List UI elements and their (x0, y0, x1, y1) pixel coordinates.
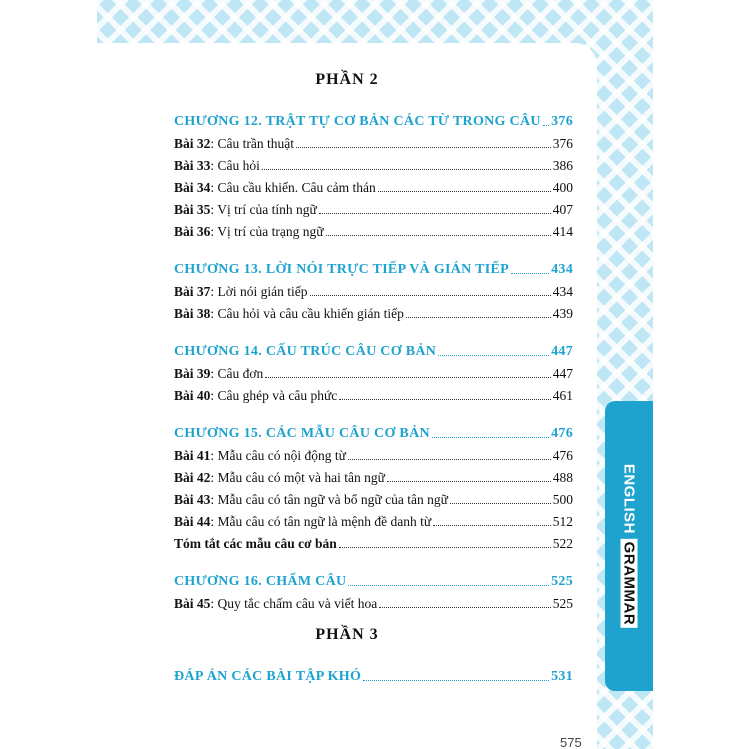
dot-leader (326, 235, 551, 236)
dot-leader (348, 459, 551, 460)
chapter-label: CHƯƠNG 13. LỜI NÓI TRỰC TIẾP VÀ GIÁN TIẾP (174, 262, 510, 277)
side-tab-word-grammar: GRAMMAR (621, 539, 638, 629)
lesson-number: Bài 33 (174, 158, 211, 173)
lesson-title: : Vị trí của trạng ngữ (210, 224, 324, 239)
lesson-number: Bài 36 (174, 224, 211, 239)
lesson-33-entry[interactable] (174, 152, 573, 174)
lesson-title: : Câu đơn (210, 366, 264, 381)
dot-leader (262, 169, 551, 170)
answers-page: 531 (551, 669, 573, 684)
dot-leader (339, 547, 551, 548)
summary-entry[interactable] (174, 530, 573, 552)
book-cover-pattern (97, 0, 653, 749)
lesson-36-entry[interactable] (174, 218, 573, 240)
page-number: 575 (560, 735, 582, 749)
lesson-title: : Mẫu câu có tân ngữ và bổ ngữ của tân ngữ (210, 492, 448, 507)
part-3-title: PHẦN 3 (315, 626, 379, 643)
dot-leader (387, 481, 551, 482)
answers-section (174, 661, 573, 685)
chapter-page: 447 (551, 344, 573, 359)
dot-leader (378, 191, 551, 192)
dot-leader (511, 273, 549, 274)
side-tab-text (621, 464, 638, 628)
dot-leader (296, 147, 551, 148)
lesson-title: : Mẫu câu có một và hai tân ngữ (210, 470, 385, 485)
lesson-number: Bài 34 (174, 180, 211, 195)
lesson-43-entry[interactable] (174, 486, 573, 508)
lesson-38-entry[interactable] (174, 300, 573, 322)
dot-leader (363, 680, 549, 681)
lesson-title: : Câu hỏi (210, 158, 260, 173)
lesson-number: Bài 35 (174, 202, 211, 217)
lesson-number: Bài 37 (174, 284, 211, 299)
dot-leader (433, 525, 551, 526)
toc-page (97, 43, 597, 749)
dot-leader (339, 399, 550, 400)
chapter-page: 376 (551, 114, 573, 129)
lesson-page: 407 (552, 202, 573, 217)
lesson-number: Bài 44 (174, 514, 211, 529)
chapter-page: 476 (551, 426, 573, 441)
chapter-16-entry[interactable] (174, 566, 573, 590)
lesson-title: : Câu trần thuật (210, 136, 294, 151)
answers-label: ĐÁP ÁN CÁC BÀI TẬP KHÓ (174, 669, 362, 684)
lesson-page: 476 (552, 448, 573, 463)
chapter-label: CHƯƠNG 14. CẤU TRÚC CÂU CƠ BẢN (174, 344, 437, 359)
lesson-title: : Câu hỏi và câu cầu khiến gián tiếp (210, 306, 404, 321)
chapter-page: 434 (551, 262, 573, 277)
lesson-34-entry[interactable] (174, 174, 573, 196)
side-tab-word-english: ENGLISH (620, 463, 638, 535)
dot-leader (379, 607, 551, 608)
chapter-label: CHƯƠNG 12. TRẬT TỰ CƠ BẢN CÁC TỪ TRONG CÂU (174, 114, 541, 129)
english-grammar-side-tab (605, 401, 653, 691)
chapter-label: CHƯƠNG 15. CÁC MẪU CÂU CƠ BẢN (174, 426, 430, 441)
lesson-number: Bài 40 (174, 388, 211, 403)
lesson-page: 434 (552, 284, 573, 299)
lesson-page: 414 (552, 224, 573, 239)
lesson-page: 525 (552, 596, 573, 611)
chapter-12-entry[interactable] (174, 106, 573, 130)
chapter-15-entry[interactable] (174, 418, 573, 442)
lesson-page: 376 (552, 136, 573, 151)
lesson-number: Bài 32 (174, 136, 211, 151)
lesson-title: : Mẫu câu có nội động từ (210, 448, 346, 463)
part-2-title: PHẦN 2 (315, 71, 379, 88)
lesson-number: Bài 45 (174, 596, 211, 611)
lesson-page: 439 (552, 306, 573, 321)
lesson-40-entry[interactable] (174, 382, 573, 404)
chapter-14-entry[interactable] (174, 336, 573, 360)
lesson-41-entry[interactable] (174, 442, 573, 464)
dot-leader (450, 503, 551, 504)
lesson-number: Bài 41 (174, 448, 211, 463)
dot-leader (265, 377, 550, 378)
dot-leader (319, 213, 551, 214)
lesson-title: : Câu cầu khiến. Câu cảm thán (210, 180, 376, 195)
lesson-42-entry[interactable] (174, 464, 573, 486)
lesson-45-entry[interactable] (174, 590, 573, 612)
lesson-37-entry[interactable] (174, 278, 573, 300)
dot-leader (406, 317, 551, 318)
lesson-page: 386 (552, 158, 573, 173)
lesson-title: : Quy tắc chấm câu và viết hoa (210, 596, 378, 611)
lesson-page: 400 (552, 180, 573, 195)
lesson-number: Bài 42 (174, 470, 211, 485)
lesson-39-entry[interactable] (174, 360, 573, 382)
lesson-title: : Câu ghép và câu phức (210, 388, 338, 403)
lesson-page: 447 (552, 366, 573, 381)
dot-leader (432, 437, 549, 438)
lesson-title: : Vị trí của tính ngữ (210, 202, 317, 217)
table-of-contents (174, 106, 573, 612)
dot-leader (438, 355, 549, 356)
lesson-title: : Lời nói gián tiếp (210, 284, 308, 299)
dot-leader (310, 295, 551, 296)
lesson-32-entry[interactable] (174, 130, 573, 152)
lesson-page: 461 (552, 388, 573, 403)
chapter-page: 525 (551, 574, 573, 589)
summary-page: 522 (552, 536, 573, 551)
lesson-page: 512 (552, 514, 573, 529)
lesson-number: Bài 43 (174, 492, 211, 507)
lesson-35-entry[interactable] (174, 196, 573, 218)
lesson-page: 488 (552, 470, 573, 485)
summary-label: Tóm tắt các mẫu câu cơ bản (174, 536, 337, 551)
lesson-title: : Mẫu câu có tân ngữ là mệnh đề danh từ (210, 514, 432, 529)
dot-leader (348, 585, 549, 586)
answers-entry[interactable] (174, 661, 573, 685)
lesson-page: 500 (552, 492, 573, 507)
lesson-number: Bài 38 (174, 306, 211, 321)
lesson-number: Bài 39 (174, 366, 211, 381)
chapter-13-entry[interactable] (174, 254, 573, 278)
dot-leader (543, 125, 549, 126)
lesson-44-entry[interactable] (174, 508, 573, 530)
chapter-label: CHƯƠNG 16. CHẤM CÂU (174, 574, 347, 589)
